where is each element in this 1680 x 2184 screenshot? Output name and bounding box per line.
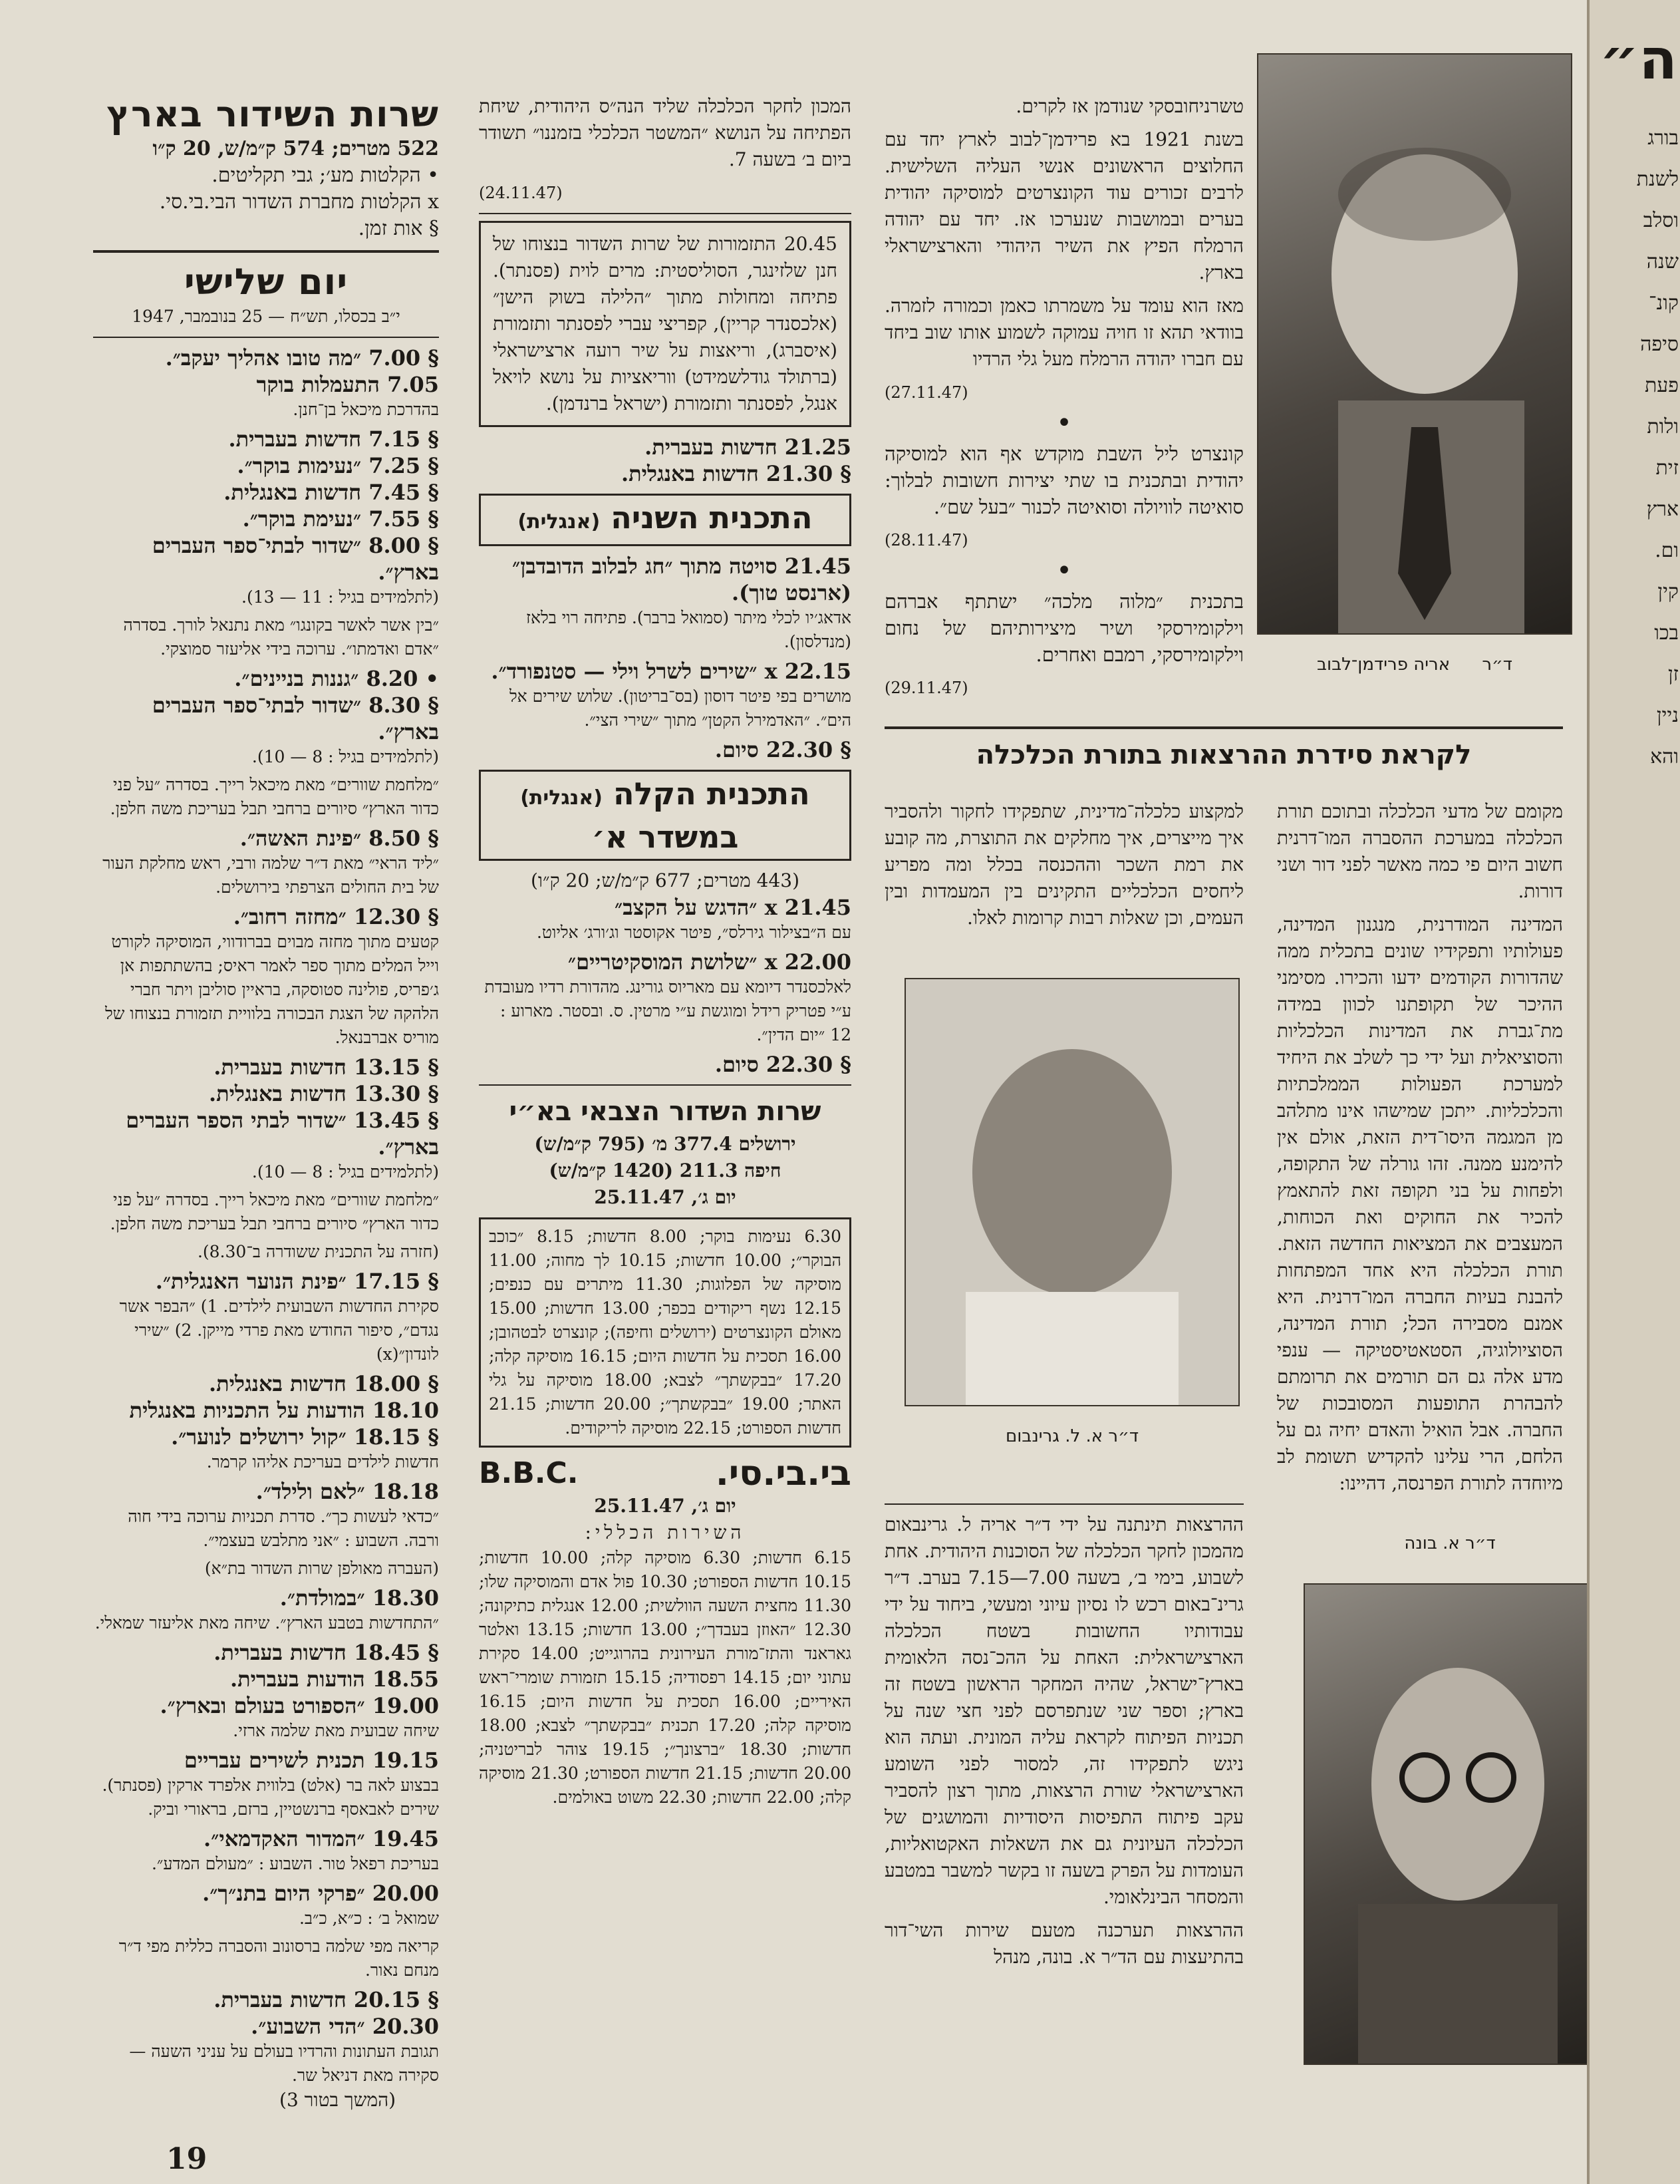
- edge-line: והא: [1650, 745, 1679, 768]
- friedman-para: בשנת 1921 בא פרידמן־לבוב לארץ יחד עם החלוצים הראשונים אנשי העליה השלישית. לרבים זכורים עוד הקונצרטים למוסיקה יהודית בערים ובמושבות שנערכו אז. יחד עם יהודה הרמלח הפיץ את השיר היהודי והארצישראלי בארץ.: [885, 128, 1244, 283]
- photo-bonne: [1304, 1583, 1599, 2065]
- column-broadcast-schedule: [93, 93, 439, 2092]
- edge-line: ניין: [1656, 704, 1679, 727]
- schedule-item: § 18.15 ״קול ירושלים לנוער״.: [171, 1424, 439, 1450]
- schedule-note: (לתלמידים בגיל : 8 — 10).: [251, 1162, 439, 1181]
- schedule-item: x 22.00 ״שלושת המוסקיטריים״: [567, 949, 851, 975]
- schedule-item: § 22.30 סיום.: [714, 737, 851, 762]
- divider: [479, 213, 851, 214]
- schedule-note: (לתלמידים בגיל : 8 — 10).: [251, 747, 439, 766]
- schedule-list: [479, 894, 851, 1078]
- bbc-date: יום ג׳, 25.11.47: [594, 1495, 736, 1517]
- economics-intro: המכון לחקר הכלכלה שליד הנה״ס היהודית, שיחת הפתיחה על הנושא ״המשטר הכלכלי בזמננו״ תשודר ביום ב׳ בשעה 7.: [479, 95, 851, 170]
- schedule-note: (חזרה על התכנית ששודרה ב־8.30).: [197, 1242, 439, 1261]
- schedule-note: תגובת העתונות והרדיו בעולם על עניני השעה — סקירה מאת דניאל שר.: [129, 2042, 439, 2085]
- schedule-note: סקירת החדשות השבועית לילדים. 1) ״הבפר אשר נגדם״, סיפור החודש מאת פרדי מייקן. 2) ״שירי לונדון״(x): [119, 1297, 439, 1364]
- schedule-item: § 7.55 ״נעימת בוקר״.: [242, 506, 439, 532]
- schedule-note: מושרים בפי פיטר דוסון (בס־בריטון). שלוש שירים אל הים״. ״האדמירל הקטן״ מתוך ״שירי הצי״.: [509, 687, 851, 730]
- schedule-note: בהדרכת מיכאל בן־חנן.: [293, 400, 439, 419]
- photo-greenbaum: [905, 978, 1240, 1446]
- schedule-note: בבצוע לאה בר (אלט) בלווית אלפרד ארקין (פסנתר). שירים לאבאסף ברנשטיין, ברזם, בראורי וביק.: [102, 1776, 439, 1819]
- edge-line: זית: [1655, 456, 1679, 480]
- schedule-note: (העברה מאולפן שרות השדור בת״א): [204, 1559, 439, 1578]
- photo-caption-bonne: ד״ר א. בונה: [1404, 1533, 1496, 1553]
- article-text: ההרצאות תערכנה מטעם שירות השי־דור בהתיעצות עם הד״ר א. בונה, מנהל: [885, 1919, 1244, 1968]
- schedule-item: § 7.00 ״מה טובו אהליך יעקב״.: [165, 345, 439, 371]
- schedule-note: (לתלמידים בגיל : 11 — 13).: [241, 587, 439, 607]
- schedule-list: [479, 553, 851, 763]
- portrait-illustration: [906, 979, 1238, 1405]
- schedule-note: לאלכסנדר דיומא עם מאריוס גורינג. מהדורת רדיו מעובדת ע״י פטריק רידל ומוגשת ע״י מרטין. ס. ובסטר. מארוע : 12 ״יום הדין״.: [484, 977, 851, 1044]
- army-schedule-box: [479, 1217, 851, 1448]
- schedule-item: § 7.25 ״נעימות בוקר״.: [237, 453, 439, 478]
- service-info: [93, 136, 439, 242]
- schedule-item: 20.30 ״הדי השבוע״.: [251, 2014, 439, 2039]
- schedule-item: 21.45 סויטה מתוך ״חג לבלוב הדובדבן״ (ארנסט טוך).: [512, 553, 851, 605]
- bbc-latin: B.B.C.: [479, 1456, 579, 1490]
- schedule-note: ״מלחמת שוורים״ מאת מיכאל רייך. בסדרה ״על פני כדור הארץ״ סיורים ברחבי תבל בעריכת משה חלפן.: [110, 1190, 439, 1233]
- continued-note: (המשך בטור 3): [279, 2089, 396, 2111]
- schedule-note: שיחה שבועית מאת שלמה ארזי.: [233, 1721, 439, 1740]
- light-program-tag: (אנגלית): [520, 786, 603, 810]
- schedule-note: שמואל ב׳ : כ״א, כ״ב.: [299, 1909, 439, 1928]
- schedule-item: § 17.15 ״פינת הנוער האנגלית״.: [155, 1269, 439, 1294]
- day-title: יום שלישי: [184, 261, 349, 303]
- schedule-item: § 18.45 חדשות בעברית.: [213, 1640, 439, 1665]
- next-page-edge: [1587, 0, 1680, 2184]
- article-text: המדינה המודרנית, מנגנון המדינה, פעולותיו ותפקידיו שונים בתכלית ממה שהדורות הקודמים ידעו והכירו. מסימני ההיכר של תקופתנו לכוון במידה מת־גברת את המדינות הכלכליות והסוציאלית ועל ידי כך לשלב את היחיד למערכת הפעולות הממלכתיות והכלכליות. ייתכן שמישהו אינו מתלהב מן המגמה היסו־דית הזאת, אולם אין להימנע ממנה. זהו גורלה של התקופה, ולפחות על בני תקופה זאת להתאמץ להכיר את החוקים ואת הכוחות, המעצבים את המציאות החדשה הזאת. תורת הכלכלה היא אחד המפתחות להבנת בעיות החברה המו־דרנית. היא אמנם מסבירה הכל; תורת המדינה, הסוציולוגיה, הסטאטיסטיקה — ענפי מדע אלה גם הם תורמים את תרומתם להבהרת התופעות המסובכות של החברה. אבל הואיל והאדם יחיה גם על הלחם, הרי עלינו להקדיש תשומת לב מיוחדה לתורת הפרנסה, דהיינו:: [1277, 913, 1563, 1494]
- caption-prefix: ד״ר: [1482, 655, 1512, 675]
- bbc-schedule: 6.15 חדשות; 6.30 מוסיקה קלה; 10.00 חדשות; 10.15 חדשות הספורט; 10.30 פול אדם והמוסיקה שלו; 11.30 מחצית השעה הוולשית; 12.00 אנגלית כתיקונה; 12.30 ״האוזן בעבדך״; 13.00 חדשות; 13.15 ואלטר גאראנד והתז־מורת העירונית בהרוגייט; 14.00 סקירת עתוני יום; 14.15 רפסודיה; 15.15 תזמורת שומרי־ראש האיריים; 16.00 תסכית על חדשות היום; 16.15 מוסיקה קלה; 17.20 תכנית ״בבקשתך״ לצבא; 18.00 חדשות; 18.30 ״ברצונך״; 19.15 צוהר לבריטניה; 20.00 חדשות; 21.15 חדשות הספורט; 21.30 מוסיקה קלה; 22.00 חדשות; 22.30 משוט באולמים.: [479, 1548, 852, 1807]
- page-number: 19: [166, 2142, 208, 2176]
- second-program-heading: [488, 498, 843, 542]
- article-title: לקראת סידרת ההרצאות בתורת הכלכלה: [976, 740, 1472, 770]
- orchestra-text: 20.45 התזמורות של שרות השדור בנצוחו של חנן שלזינגר, הסוליסטית: מרים לוית (פסנתר). פתיחה ומחולות מתוך ״הלילה בשוק הישן״ (אלכסנדר קריין), קפריצי עברי לפסנתר ותזמורת (איסברג), וריאצות על שיר רועה ארצישראלי (ברתולד גודלשמידט) ווריאציות על נושא לויאל אנגל, לפסנתר ותזמורת (ישראל ברנדמן).: [493, 233, 837, 414]
- schedule-item: § 13.45 ״שדור לבתי הספר העברים בארץ״.: [126, 1108, 439, 1160]
- edge-line: שנה: [1646, 250, 1679, 273]
- divider: [885, 726, 1563, 729]
- bbc-header: [479, 1454, 851, 1493]
- item-date: (28.11.47): [885, 531, 968, 549]
- divider: [479, 1084, 851, 1086]
- portrait-illustration: [1305, 1585, 1598, 2064]
- divider: [885, 1503, 1244, 1505]
- intro-date: (24.11.47): [479, 184, 563, 202]
- article-text: למקצוע כלכלה־מדינית, שתפקידו לחקור ולהסביר איך מייצרים, איך מחלקים את התוצרת, מה קובע את רמת השכר וההכנסה בכלל ומה מפריע ליחסים הכלכליים התקינים בין המעמדות ובין העמים, וכן שאלות רבות קרומות לאלו.: [885, 800, 1244, 929]
- edge-line: לשנת: [1636, 168, 1679, 191]
- photo-caption: [1258, 655, 1571, 675]
- schedule-item: 7.05 התעמלות בוקר: [256, 372, 439, 397]
- army-line: יום ג׳, 25.11.47: [594, 1186, 736, 1208]
- army-title: שרות השדור הצבאי בא״י: [509, 1096, 821, 1127]
- edge-line: סיפה: [1640, 333, 1679, 356]
- schedule-item: 19.00 ״הספורט בעולם ובארץ״.: [160, 1693, 439, 1718]
- army-schedule: 6.30 נעימות בוקר; 8.00 חדשות; 8.15 ״כוכב הבוקר״; 10.00 חדשות; 10.15 לך מחוה; 11.00 מוסיקה של הפלוגות; 11.30 מיתרים עם כנפים; 12.15 נשף ריקודים בכפר; 13.00 חדשות; 15.00 מאולם הקונצרטים (ירושלים וחיפה); קונצרט לבטהובן; 16.00 תסכית על חדשות היום; 16.15 מוסיקה קלה; 17.20 ״בבקשתך״ לצבא; 18.00 מוסיקה על גלי האתר; 19.00 ״בבקשתך״; 20.00 חדשות; 21.15 חדשות הספורט; 22.15 מוסיקה לריקודים.: [489, 1227, 842, 1438]
- schedule-item: § 8.50 ״פינת האשה״.: [239, 826, 439, 851]
- schedule-note: חדשות לילדים בעריכת אליהו קרמר.: [206, 1452, 439, 1472]
- caption-name: אריה פרידמן־לבוב: [1317, 655, 1451, 675]
- melave-para: בתכנית ״מלוה מלכה״ ישתתף אברהם וילקומירסקי ושיר מיצירותיהם של נחום וילקומירסקי, רמבם ואחרים.: [885, 590, 1244, 666]
- column-programs: [479, 93, 851, 1816]
- day-date: י״ב בכסלו, תש״ח — 25 בנובמבר, 1947: [132, 307, 400, 326]
- bbc-sub: השירות הכללי:: [585, 1521, 746, 1543]
- second-program-title: התכנית השניה: [611, 500, 813, 536]
- schedule-item: 19.15 תכנית לשירים עבריים: [184, 1748, 439, 1773]
- schedule-item: § 22.30 סיום.: [714, 1052, 851, 1077]
- edge-line: בכו: [1654, 621, 1679, 645]
- edge-line: זן: [1667, 663, 1679, 686]
- second-program-box: [479, 494, 851, 546]
- schedule-item: § 8.30 ״שדור לבתי־ספר העברים בארץ״.: [152, 693, 439, 744]
- schedule-item: § 8.00 ״שדור לבתי־ספר העברים בארץ״.: [152, 533, 439, 585]
- divider: [93, 250, 439, 253]
- item-date: (29.11.47): [885, 679, 968, 697]
- edge-line: קונ־: [1649, 291, 1679, 315]
- edge-title: ה״: [1599, 27, 1677, 92]
- friedman-para: מאז הוא עומד על משמרתו כאמן וכמורה לזמרה. בוודאי תהא זו חויה עמוקה לשמוע אותו שוב ביחד עם חברו יהודה הרמלח מעל גלי הרדיו: [885, 295, 1244, 370]
- schedule-item: 18.55 הודעות בעברית.: [230, 1666, 439, 1692]
- schedule-note: אדאג׳יו לכלי מיתר (סמואל ברבר). פתיחה רוי בלאז (מנדלסון).: [526, 608, 851, 651]
- schedule-item: 21.25 חדשות בעברית.: [644, 434, 851, 460]
- schedule-item: § 13.30 חדשות באנגלית.: [209, 1081, 439, 1106]
- schedule-item: § 21.30 חדשות באנגלית.: [621, 461, 851, 486]
- light-program-box: [479, 770, 851, 861]
- article-header: [885, 718, 1563, 773]
- service-line: • הקלטות מע׳; גבי תקליטים.: [211, 164, 439, 187]
- schedule-note: ״כדאי לעשות כך״. סדרת תכניות ערוכה בידי חוה ורבה. השבוע : ״אני מתלבש בעצמי״.: [128, 1507, 439, 1550]
- second-program-tag: (אנגלית): [517, 510, 601, 534]
- article-left-column: [885, 798, 1244, 938]
- light-program-sub: במשדר א׳: [591, 819, 739, 855]
- light-freq: (443 מטרים; 677 ק״מ/ש; 20 ק״ו): [530, 869, 800, 891]
- schedule-item: 18.30 ״במולדת״.: [279, 1585, 439, 1611]
- divider: [93, 337, 439, 338]
- schedule-item: § 13.15 חדשות בעברית.: [213, 1054, 439, 1080]
- schedule-list: [93, 345, 439, 2088]
- schedule-item: • 8.20 ״גננות בניינים״.: [234, 666, 439, 691]
- schedule-note: ״התחדשות בטבע הארץ״. שיחה מאת אליעזר שמאלי.: [94, 1613, 439, 1633]
- friedman-para: טשרניחובסקי שנודמן אז לקרים.: [1016, 95, 1244, 117]
- edge-line: פעת: [1645, 374, 1679, 397]
- schedule-item: § 20.15 חדשות בעברית.: [213, 1987, 439, 2012]
- edge-line: קין: [1657, 580, 1679, 603]
- schedule-item: 18.18 ״לאם ולילד״.: [255, 1479, 439, 1504]
- schedule-item: 18.10 הודעות על התכניות באנגלית: [129, 1398, 439, 1423]
- portrait-illustration: [1258, 55, 1571, 633]
- light-program-heading: [488, 774, 843, 818]
- edge-line: וסלב: [1643, 209, 1679, 232]
- schedule-item: x 21.45 ״הדגש על הקצב״: [615, 895, 851, 920]
- schedule-note: קריאה מפי שלמה ברסונוב והסברה כללית מפי ד״ר מנחם נאור.: [118, 1937, 439, 1980]
- schedule-note: ״בין אשר לאשר בקונגו״ מאת נתנאל לורך. בסדרה ״אדם ואדמתו״. ערוכה בידי אליעזר סמוצקי.: [123, 615, 439, 659]
- schedule-item: 20.00 ״פרקי היום בתנ״ך״.: [202, 1881, 439, 1906]
- item-date: (27.11.47): [885, 383, 968, 402]
- service-title: שרות השידור בארץ: [106, 93, 439, 135]
- schedule-item: § 18.00 חדשות באנגלית.: [209, 1371, 439, 1396]
- light-program-title: התכנית הקלה: [613, 776, 810, 812]
- article-right-column: [1277, 798, 1563, 1503]
- photo-caption: ד״ר א. ל. גרינבום: [1005, 1426, 1139, 1446]
- schedule-note: עם ה״בצילור גירלס״, פיטר אקוסטר וג׳ורג׳ אליוט.: [536, 923, 851, 942]
- service-line: x הקלטות מחברת השדור הבי.בי.סי.: [159, 190, 439, 214]
- schedule-list: [479, 434, 851, 487]
- edge-line: ארץ: [1646, 498, 1679, 521]
- column-music-notes: [885, 93, 1244, 701]
- schedule-item: 19.45 ״המדור האקדמאי״.: [204, 1826, 439, 1851]
- article-text: מקומם של מדעי הכלכלה ובתוכם תורת הכלכלה במערכת ההסברה המו־דרנית חשוב היום פי כמה מאשר לפני דור ושני דורות.: [1277, 800, 1563, 902]
- schedule-note: בעריכת רפאל טור. השבוע : ״מעולם המדע״.: [151, 1854, 439, 1873]
- article-text: ההרצאות תינתנה על ידי ד״ר אריה ל. גרינבאום מהמכון לחקר הכלכלה של הסוכנות היהודית. אחת לשבוע, בימי ב׳, בשעה 7.00—7.15 בערב. ד״ר גרינ־באום רכש לו נסיון עיוני ומעשי, ביחוד על ידי עבודותיו החשובות בשטח הכלכלה הארצישראלית: האחת על ההכ־נסה הלאומית בארץ־ישראל, שהיה המחקר הראשון בשטח זה בארץ; וספר שני שנתפרסם לפני חצי שנה על תכניות הפיתוח לקראת עליה המונית. ועתה הוא ניגש לתפקידו זה, למסור לפני השומע הארצישראלי שורת הרצאות, מתוך רצון להסביר עקב פיתוח התפיסות היסודיות והמושגים של הכלכלה העיונית גם את השאלות האקטואליות, העומדות על הפרק בשעה זו בקשר למשבר במטבע והמסחר הבינלאומי.: [885, 1513, 1244, 1908]
- schedule-item: § 7.15 חדשות בעברית.: [228, 426, 439, 452]
- army-line: חיפה 211.3 (1420 ק״מ/ש): [549, 1160, 781, 1181]
- edge-line: ום.: [1655, 539, 1679, 562]
- orchestra-box: [479, 221, 851, 427]
- schedule-note: ״ליד הראי״ מאת ד״ר שלמה ורבי, ראש מחלקת העור של בית החולים הצרפתי בירושלים.: [102, 854, 439, 897]
- schedule-note: ״מלחמת שוורים״ מאת מיכאל רייך. בסדרה ״על פני כדור הארץ״ סיורים ברחבי תבל בעריכת משה חלפן.: [110, 775, 439, 818]
- schedule-item: § 12.30 ״מחזה רחוב״.: [233, 904, 439, 929]
- schedule-item: 22.15 x ״שירים לשרל וילי — סטנפורד״.: [491, 659, 851, 684]
- service-line: § אות זמן.: [358, 217, 439, 240]
- schedule-note: קטעים מתוך מחזה מבוים בברודווי, המוסיקה לקורט וייל המלים מתוך ספר לאמר ראיס; בהשתתפות אן ג׳פריס, פולינה סטוסקה, בראיין סוליבן ויתר חברי הלהקה של הצגת הבכורה בלוויית תזמורת בנצוחו של מוריס אברבנאל.: [104, 932, 439, 1047]
- article-lower-column: [885, 1497, 1244, 1977]
- concert-para: קונצרט ליל השבת מוקדש אף הוא למוסיקה יהודית ובתכנית בו שתי יצירות חשובות לבלוך: סואיטה לוויולה וסואיטה לכנור ״בעל שם״.: [885, 442, 1244, 518]
- schedule-item: § 7.45 חדשות באנגלית.: [223, 480, 439, 505]
- service-line: 522 מטרים; 574 ק״מ/ש, 20 ק״ו: [152, 137, 439, 160]
- separator-dot: •: [1056, 555, 1072, 586]
- separator-dot: •: [1056, 408, 1072, 438]
- army-line: ירושלים 377.4 מ׳ (795 ק״מ/ש): [534, 1133, 796, 1155]
- edge-line: ולות: [1647, 415, 1679, 438]
- edge-line: בורג: [1647, 126, 1679, 150]
- photo-friedman: [1257, 53, 1572, 675]
- bbc-title: בי.בי.סי.: [716, 1454, 851, 1493]
